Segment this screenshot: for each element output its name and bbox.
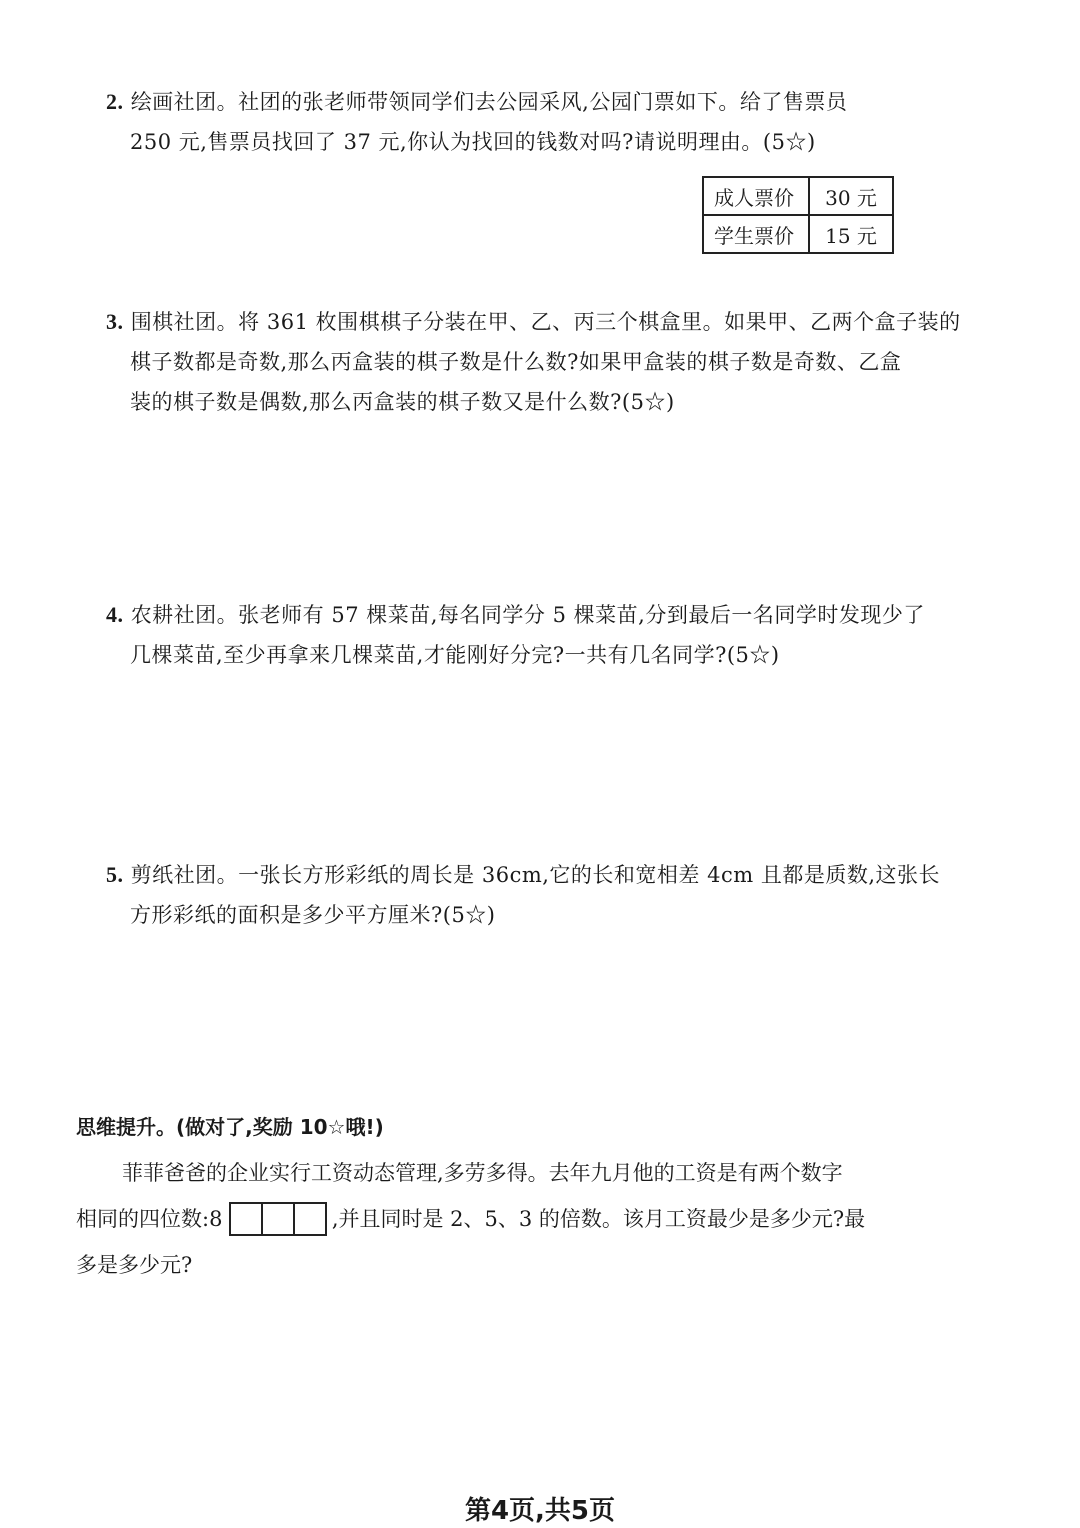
digit-box[interactable] (261, 1202, 295, 1236)
thinking-line-3: 多是多少元? (76, 1253, 193, 1277)
question-4 (106, 595, 925, 675)
question-2-number: 2. (106, 89, 124, 114)
table-row (703, 215, 893, 253)
question-3-line-3: 装的棋子数是偶数,那么丙盒装的棋子数又是什么数?(5☆) (130, 390, 675, 414)
question-5 (106, 855, 940, 935)
question-3-line-2: 棋子数都是奇数,那么丙盒装的棋子数是什么数?如果甲盒装的棋子数是奇数、乙盒 (130, 350, 902, 374)
thinking-line-1: 菲菲爸爸的企业实行工资动态管理,多劳多得。去年九月他的工资是有两个数字 (122, 1161, 843, 1185)
question-2-line-1: 2. 绘画社团。社团的张老师带领同学们去公园采风,公园门票如下。给了售票员 (106, 89, 848, 114)
student-price-value: 15 元 (809, 215, 893, 253)
digit-box[interactable] (293, 1202, 327, 1236)
question-4-number: 4. (106, 602, 124, 627)
question-3 (106, 302, 961, 422)
adult-price-value: 30 元 (809, 177, 893, 215)
question-4-line-1: 4. 农耕社团。张老师有 57 棵菜苗,每名同学分 5 棵菜苗,分到最后一名同学时发现少了 (106, 602, 925, 627)
question-5-number: 5. (106, 862, 124, 887)
question-4-line-2: 几棵菜苗,至少再拿来几棵菜苗,才能刚好分完?一共有几名同学?(5☆) (130, 643, 780, 667)
question-2 (106, 82, 906, 162)
thinking-line-2: 相同的四位数:8 ,并且同时是 2、5、3 的倍数。该月工资最少是多少元?最 (76, 1196, 906, 1242)
question-5-line-2: 方形彩纸的面积是多少平方厘米?(5☆) (130, 903, 496, 927)
thinking-title: 思维提升。(做对了,奖励 10☆哦!) (76, 1115, 384, 1139)
question-3-line-1: 3. 围棋社团。将 361 枚围棋棋子分装在甲、乙、丙三个棋盒里。如果甲、乙两个盒子装的 (106, 309, 961, 334)
page-footer: 第4页,共5页 (464, 1496, 616, 1526)
digit-box[interactable] (229, 1202, 263, 1236)
adult-price-label: 成人票价 (703, 177, 809, 215)
question-3-number: 3. (106, 309, 124, 334)
thinking-section (76, 1104, 906, 1288)
question-2-line-2: 250 元,售票员找回了 37 元,你认为找回的钱数对吗?请说明理由。(5☆) (130, 130, 816, 154)
student-price-label: 学生票价 (703, 215, 809, 253)
question-5-line-1: 5. 剪纸社团。一张长方形彩纸的周长是 36cm,它的长和宽相差 4cm 且都是质数,这张长 (106, 862, 940, 887)
ticket-price-table (702, 176, 894, 254)
table-row (703, 177, 893, 215)
